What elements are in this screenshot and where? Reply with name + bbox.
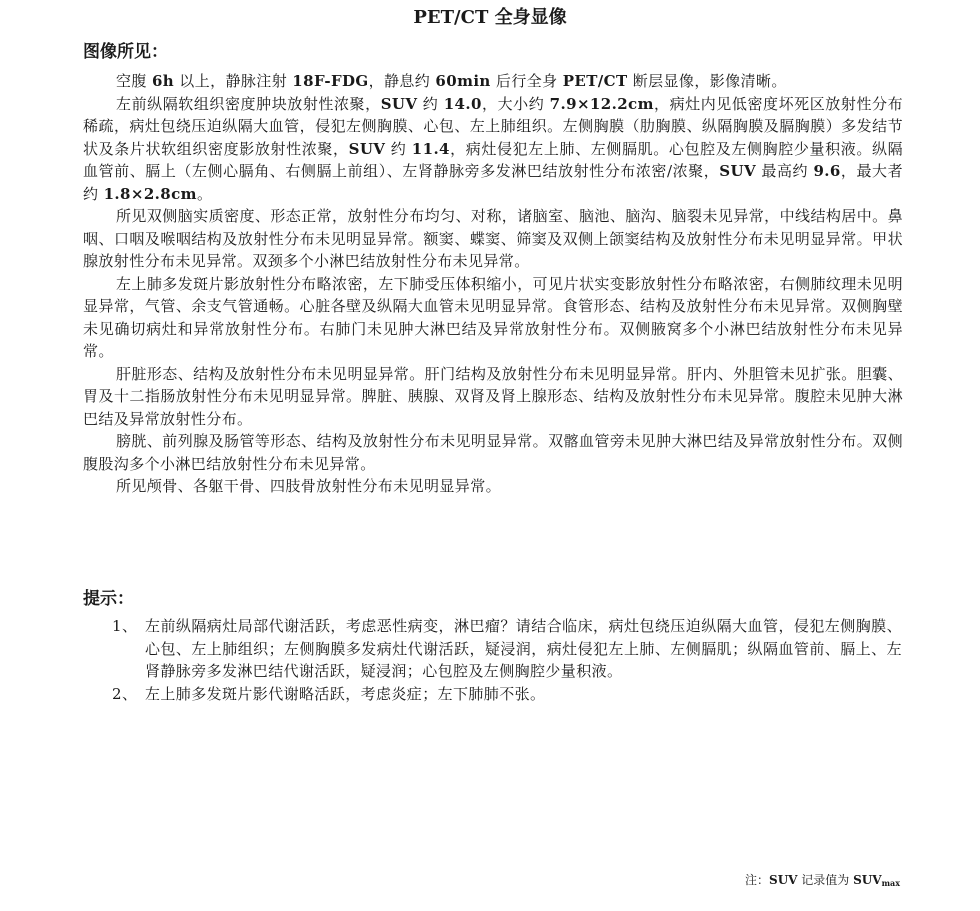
findings-value: 6h [151,72,175,90]
footnote [745,872,900,891]
report-title: PET/CT 全身显像 [413,7,567,28]
findings-text: 约 [417,94,444,113]
footnote-subscript: max [881,878,900,888]
findings-text: 所见双侧脑实质密度、形态正常，放射性分布均匀、对称，诸脑室、脑池、脑沟、脑裂未见异常，中线结构居中。鼻咽、口咽及喉咽结构及放射性分布未见明显异常。额窦、蝶窦、筛窦及双侧上颌窦结构及放射性分布未见明显异常。甲状腺放射性分布未见异常。双颈多个小淋巴结放射性分布未见异常。 [83,207,903,270]
findings-text: 所见颅骨、各躯干骨、四肢骨放射性分布未见明显异常。 [116,477,502,495]
findings-value: 7.9×12.2cm [549,94,654,113]
findings-text: 左前纵隔软组织密度肿块放射性浓聚， [116,94,381,113]
findings-paragraph [83,273,903,363]
findings-value: 11.4 [411,139,450,158]
findings-paragraph [83,475,903,498]
findings-heading: 图像所见： [83,42,168,62]
findings-value: 9.6 [813,162,841,180]
findings-paragraph [83,70,903,93]
findings-text: 空腹 [116,72,152,90]
impression-text: 左前纵隔病灶局部代谢活跃，考虑恶性病变，淋巴瘤？请结合临床，病灶包绕压迫纵隔大血管，侵犯左侧胸膜、心包、左上肺组织；左侧胸膜多发病灶代谢活跃，疑浸润，病灶侵犯左上肺、左侧膈肌；纵隔血管前、膈上、左肾静脉旁多发淋巴结代谢活跃，疑浸润；心包腔及左侧胸腔少量积液。 [145,617,902,680]
impression-item [112,683,902,706]
impression-number: 2、 [112,684,138,703]
findings-value: 14.0 [443,94,482,113]
impression-number: 1、 [112,617,138,635]
findings-body [83,70,903,498]
findings-value: PET/CT [562,72,628,90]
findings-text: 肝脏形态、结构及放射性分布未见明显异常。肝门结构及放射性分布未见明显异常。肝内、外胆管未见扩张。胆囊、胃及十二指肠放射性分布未见明显异常。脾脏、胰腺、双肾及肾上腺形态、结构及放射性分布未见异常。腹腔未见肿大淋巴结及异常放射性分布。 [83,364,903,428]
findings-value: 1.8×2.8cm [103,184,197,203]
findings-text: ，最大者约 [83,162,903,203]
findings-value: 60min [435,72,491,90]
findings-text: ，静息约 [368,72,436,90]
findings-paragraph [83,430,903,475]
findings-paragraph [83,363,903,431]
impression-list [112,615,902,705]
footnote-middle: 记录值为 [797,873,854,887]
findings-value: 18F-FDG [292,72,369,90]
impression-heading: 提示： [83,589,134,609]
footnote-label: SUV [769,873,798,887]
findings-value: SUV [719,162,757,180]
findings-text: 约 [385,139,412,158]
findings-value: SUV [380,94,418,113]
findings-text: ，病灶内见低密度坏死区放射性分布稀疏，病灶包绕压迫纵隔大血管，侵犯左侧胸膜、心包、左上肺组织。左侧胸膜（肋胸膜、纵隔胸膜及膈胸膜）多发结节状及条片状软组织密度影放射性浓聚， [83,94,903,158]
footnote-value: SUV [853,873,882,887]
findings-text: 膀胱、前列腺及肠管等形态、结构及放射性分布未见明显异常。双髂血管旁未见肿大淋巴结及异常放射性分布。双侧腹股沟多个小淋巴结放射性分布未见异常。 [83,432,903,473]
findings-text: 左上肺多发斑片影放射性分布略浓密，左下肺受压体积缩小，可见片状实变影放射性分布略浓密，右侧肺纹理未见明显异常，气管、余支气管通畅。心脏各壁及纵隔大血管未见明显异常。食管形态、结构及放射性分布未见异常。双侧胸壁未见确切病灶和异常放射性分布。右肺门未见肿大淋巴结及异常放射性分布。双侧腋窝多个小淋巴结放射性分布未见异常。 [83,274,903,360]
findings-text: 断层显像，影像清晰。 [627,72,787,90]
findings-paragraph [83,93,903,206]
findings-paragraph [83,205,903,273]
findings-text: ，大小约 [481,94,550,113]
impression-item [112,615,902,683]
findings-text: ，病灶侵犯左上肺、左侧膈肌。心包腔及左侧胸腔少量积液。纵隔血管前、膈上（左侧心膈角、右侧膈上前组）、左肾静脉旁多发淋巴结放射性分布浓密/浓聚， [83,139,903,180]
findings-text: 以上，静脉注射 [174,72,293,90]
findings-text: 最高约 [756,162,814,180]
findings-text: 后行全身 [490,72,563,90]
findings-value: SUV [348,139,386,158]
impression-text: 左上肺多发斑片影代谢略活跃，考虑炎症；左下肺肺不张。 [145,684,546,703]
findings-text: 。 [196,184,213,203]
footnote-prefix: 注： [745,873,770,887]
